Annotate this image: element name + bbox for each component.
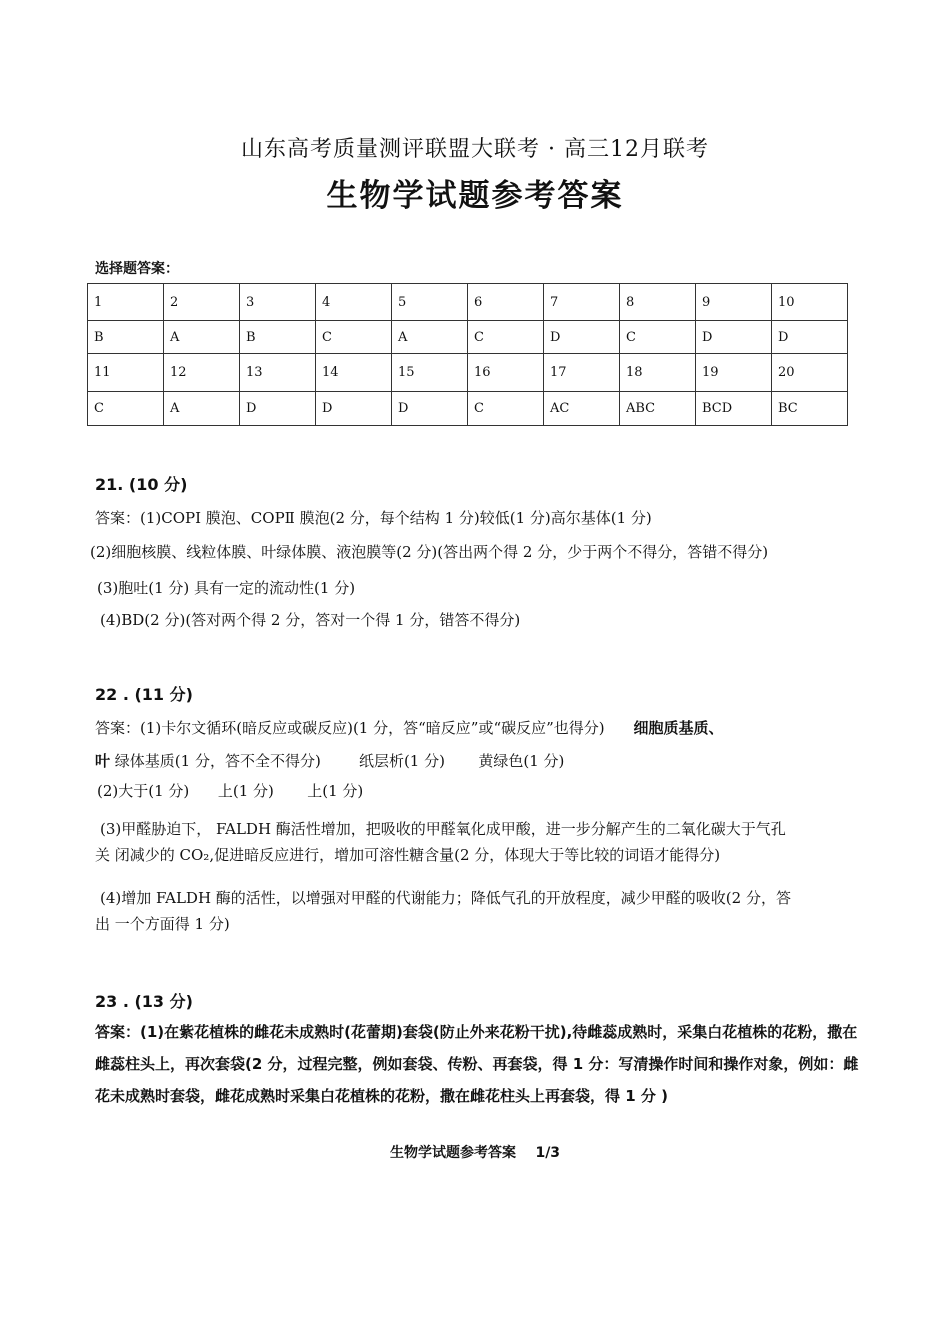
table-cell: AC <box>544 392 620 426</box>
table-cell: C <box>620 321 696 354</box>
q22-answer-line-1 <box>95 717 723 738</box>
q22-answer-line-3: (2)大于(1 分) 上(1 分) 上(1 分) <box>97 782 364 800</box>
table-cell: 13 <box>240 354 316 392</box>
choice-answers-label: 选择题答案： <box>95 261 179 277</box>
question-23-heading: 23 . (13 分) <box>95 992 193 1011</box>
table-cell: 11 <box>88 354 164 392</box>
table-cell: 7 <box>544 284 620 321</box>
table-cell: BC <box>772 392 848 426</box>
table-cell: 3 <box>240 284 316 321</box>
q22-line-1-text: 答案：(1)卡尔文循环(暗反应或碳反应)(1 分，答“暗反应”或“碳反应”也得分) <box>95 719 605 737</box>
table-cell: 6 <box>468 284 544 321</box>
table-row <box>88 321 848 354</box>
table-cell: 2 <box>164 284 240 321</box>
table-cell: C <box>468 321 544 354</box>
table-cell: 12 <box>164 354 240 392</box>
page-title: 生物学试题参考答案 <box>326 178 624 214</box>
choice-answer-table <box>87 283 848 426</box>
table-cell: D <box>316 392 392 426</box>
q22-answer-line-7: 出 一个方面得 1 分) <box>95 915 230 933</box>
table-cell: B <box>88 321 164 354</box>
q21-answer-line-1: 答案：(1)COPI 膜泡、COPⅡ 膜泡(2 分，每个结构 1 分)较低(1 分)高尔基体(1 分) <box>95 509 652 527</box>
q22-answer-line-4: (3)甲醛胁迫下， FALDH 酶活性增加，把吸收的甲醛氧化成甲酸，进一步分解产生的二氧化碳大于气孔 <box>100 820 786 838</box>
table-cell: 9 <box>696 284 772 321</box>
table-cell: D <box>696 321 772 354</box>
exam-subtitle: 山东高考质量测评联盟大联考 · 高三12月联考 <box>241 137 709 162</box>
table-cell: 16 <box>468 354 544 392</box>
table-cell: C <box>468 392 544 426</box>
table-row <box>88 354 848 392</box>
table-cell: A <box>164 392 240 426</box>
question-21-heading: 21. (10 分) <box>95 475 188 494</box>
table-cell: 17 <box>544 354 620 392</box>
table-cell: 4 <box>316 284 392 321</box>
table-cell: 20 <box>772 354 848 392</box>
table-cell: 18 <box>620 354 696 392</box>
table-cell: B <box>240 321 316 354</box>
table-cell: 1 <box>88 284 164 321</box>
q23-answer-text: 答案：(1)在紫花植株的雌花未成熟时(花蕾期)套袋(防止外来花粉干扰),待雌蕊成熟时，采集白花植株的花粉，撒在雌蕊柱头上，再次套袋(2 分，过程完整，例如套袋、传粉、再套袋，得 1 分：写清操作时间和操作对象，例如：雌花未成熟时套袋，雌花成熟时采集白花植株的花粉，撒在雌花柱头上再套袋，得 1 分 ) <box>95 1023 859 1105</box>
q21-answer-line-4: (4)BD(2 分)(答对两个得 2 分，答对一个得 1 分，错答不得分) <box>100 611 521 629</box>
q21-answer-line-3: (3)胞吐(1 分) 具有一定的流动性(1 分) <box>97 579 356 597</box>
table-cell: 15 <box>392 354 468 392</box>
q22-line-2-bold: 叶 <box>95 752 111 770</box>
table-cell: C <box>88 392 164 426</box>
table-row <box>88 284 848 321</box>
q22-answer-line-5: 关 闭减少的 CO₂,促进暗反应进行，增加可溶性糖含量(2 分，体现大于等比较的词语才能得分) <box>95 846 721 864</box>
table-cell: 14 <box>316 354 392 392</box>
table-cell: A <box>164 321 240 354</box>
table-cell: ABC <box>620 392 696 426</box>
table-cell: C <box>316 321 392 354</box>
table-cell: D <box>544 321 620 354</box>
q22-answer-line-2 <box>95 750 564 771</box>
table-cell: 10 <box>772 284 848 321</box>
q22-line-2-text: 绿体基质(1 分，答不全不得分) 纸层析(1 分) 黄绿色(1 分) <box>110 752 565 770</box>
table-cell: D <box>240 392 316 426</box>
q21-answer-line-2: (2)细胞核膜、线粒体膜、叶绿体膜、液泡膜等(2 分)(答出两个得 2 分，少于两个不得分，答错不得分) <box>90 543 769 561</box>
question-22-heading: 22 . (11 分) <box>95 685 193 704</box>
table-cell: BCD <box>696 392 772 426</box>
table-row <box>88 392 848 426</box>
table-cell: 19 <box>696 354 772 392</box>
q22-answer-line-6: (4)增加 FALDH 酶的活性，以增强对甲醛的代谢能力；降低气孔的开放程度，减少甲醛的吸收(2 分，答 <box>100 889 791 907</box>
table-cell: A <box>392 321 468 354</box>
page-footer: 生物学试题参考答案 1/3 <box>389 1145 561 1161</box>
table-cell: D <box>392 392 468 426</box>
table-cell: 5 <box>392 284 468 321</box>
table-cell: D <box>772 321 848 354</box>
table-cell: 8 <box>620 284 696 321</box>
q22-line-1-bold: 细胞质基质、 <box>633 719 724 737</box>
